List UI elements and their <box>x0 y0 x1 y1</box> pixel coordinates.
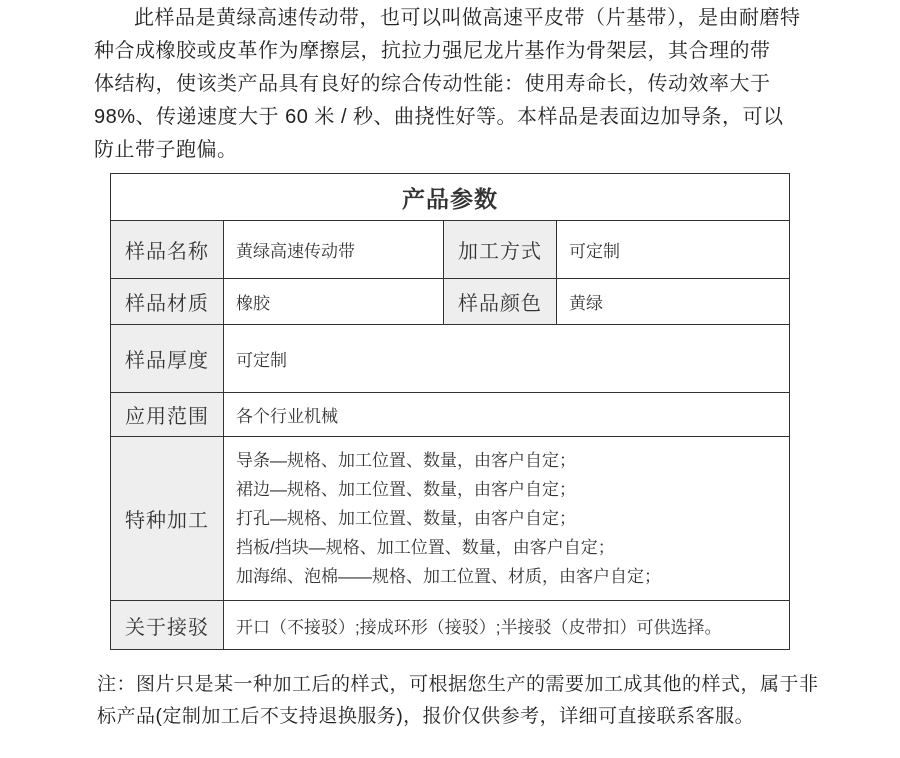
footnote-line: 注：图片只是某一种加工后的样式，可根据您生产的需要加工成其他的样式，属于非 <box>97 674 819 695</box>
table-title: 产品参数 <box>111 174 790 221</box>
product-intro-paragraph <box>94 2 806 167</box>
table-title-row <box>111 174 790 221</box>
param-value-processing-method: 可定制 <box>557 221 790 279</box>
intro-line: 防止带子跑偏。 <box>94 139 238 161</box>
table-row <box>111 221 790 279</box>
param-value-special-processing <box>224 437 790 601</box>
table-row <box>111 325 790 393</box>
table-row <box>111 437 790 601</box>
product-description-section <box>94 0 819 733</box>
table-row <box>111 393 790 437</box>
special-processing-line: 导条—规格、加工位置、数量，由客户自定； <box>236 451 576 470</box>
special-processing-line: 打孔—规格、加工位置、数量，由客户自定； <box>236 509 576 528</box>
table-row <box>111 279 790 325</box>
product-parameters-table <box>110 173 790 650</box>
special-processing-line: 加海绵、泡棉——规格、加工位置、材质，由客户自定； <box>236 567 661 586</box>
intro-line: 98%、传递速度大于 60 米 / 秒、曲挠性好等。本样品是表面边加导条，可以 <box>94 106 784 128</box>
param-value-application-range: 各个行业机械 <box>224 393 790 437</box>
param-label-splicing: 关于接驳 <box>111 601 224 650</box>
param-value-splicing: 开口（不接驳）;接成环形（接驳）;半接驳（皮带扣）可供选择。 <box>224 601 790 650</box>
param-label-processing-method: 加工方式 <box>444 221 557 279</box>
intro-line: 种合成橡胶或皮革作为摩擦层，抗拉力强尼龙片基作为骨架层，其合理的带 <box>94 40 771 62</box>
intro-line: 体结构，使该类产品具有良好的综合传动性能：使用寿命长，传动效率大于 <box>94 73 771 95</box>
special-processing-line: 挡板/挡块—规格、加工位置、数量，由客户自定； <box>236 538 615 557</box>
param-label-sample-thickness: 样品厚度 <box>111 325 224 393</box>
param-value-sample-color: 黄绿 <box>557 279 790 325</box>
table-row <box>111 601 790 650</box>
footnote-line: 标产品(定制加工后不支持退换服务)，报价仅供参考，详细可直接联系客服。 <box>97 706 755 727</box>
param-label-special-processing: 特种加工 <box>111 437 224 601</box>
param-value-sample-material: 橡胶 <box>224 279 444 325</box>
param-label-sample-color: 样品颜色 <box>444 279 557 325</box>
param-value-sample-thickness: 可定制 <box>224 325 790 393</box>
param-value-sample-name: 黄绿高速传动带 <box>224 221 444 279</box>
param-label-sample-material: 样品材质 <box>111 279 224 325</box>
intro-line: 此样品是黄绿高速传动带，也可以叫做高速平皮带（片基带），是由耐磨特 <box>134 7 801 29</box>
special-processing-line: 裙边—规格、加工位置、数量，由客户自定； <box>236 480 576 499</box>
param-label-sample-name: 样品名称 <box>111 221 224 279</box>
product-footnote <box>97 669 819 733</box>
param-label-application-range: 应用范围 <box>111 393 224 437</box>
